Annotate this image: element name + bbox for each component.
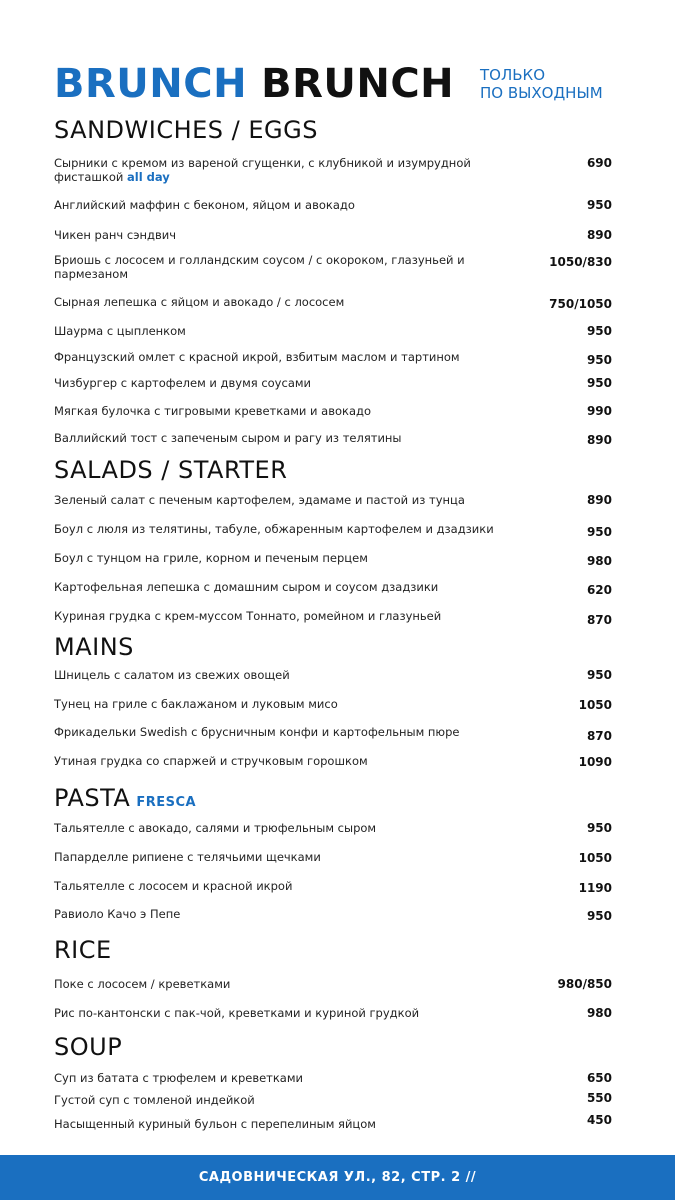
menu-item-name: Тальятелле с лососем и красной икрой — [54, 879, 293, 893]
menu-item-name: Чизбургер с картофелем и двумя соусами — [54, 376, 312, 390]
menu-item-price: 870 — [586, 729, 612, 743]
pasta-subtitle: FRESCA — [136, 795, 197, 810]
menu-item-name: Бриошь с лососем и голландским соусом / с окороком, глазуньей и пармезаном — [54, 253, 465, 281]
menu-item-name: Густой суп с томленой индейкой — [54, 1093, 255, 1107]
section-title-sandwiches: SANDWICHES / EGGS — [54, 116, 318, 144]
menu-item — [54, 1006, 612, 1020]
footer-address: САДОВНИЧЕСКАЯ УЛ., 82, СТР. 2 // — [198, 1170, 477, 1185]
menu-item-price: 620 — [586, 583, 612, 597]
menu-item-price: 980 — [586, 554, 612, 568]
menu-item-name: Картофельная лепешка с домашним сыром и соусом дзадзики — [54, 580, 439, 594]
menu-item-name: Куриная грудка с крем-муссом Тоннато, ромейном и глазуньей — [54, 609, 442, 623]
weekend-note-line2: ПО ВЫХОДНЫМ — [480, 84, 603, 102]
menu-item-price: 650 — [586, 1071, 612, 1085]
menu-item-price: 890 — [586, 493, 612, 507]
menu-item — [54, 324, 612, 338]
menu-item-price: 980 — [586, 1006, 612, 1020]
menu-item-price: 1050/830 — [549, 255, 612, 269]
menu-item-name: Мягкая булочка с тигровыми креветками и авокадо — [54, 404, 372, 418]
menu-item-price: 950 — [586, 353, 612, 367]
weekend-note-line1: ТОЛЬКО — [480, 66, 545, 84]
menu-item-price: 980/850 — [557, 977, 612, 991]
menu-item — [54, 609, 612, 627]
menu-item-name: Сырники с кремом из вареной сгущенки, с клубникой и изумрудной фисташкой — [54, 156, 471, 184]
menu-item-price: 1190 — [578, 881, 612, 895]
menu-item-price: 990 — [586, 404, 612, 418]
footer-bar — [0, 1155, 675, 1200]
menu-item-name: Тунец на гриле с баклажаном и луковым мисо — [54, 697, 338, 711]
menu-item — [54, 977, 612, 991]
menu-item — [54, 228, 612, 242]
menu-item — [54, 493, 612, 507]
menu-item-name: Тальятелле с авокадо, салями и трюфельным сыром — [54, 821, 377, 835]
menu-item-price: 950 — [586, 668, 612, 682]
pasta-title: PASTA — [54, 784, 131, 812]
menu-item — [54, 404, 612, 418]
section-title-rice: RICE — [54, 936, 112, 964]
menu-item-name: Фрикадельки Swedish с брусничным конфи и картофельным пюре — [54, 725, 460, 739]
menu-item-price: 950 — [586, 324, 612, 338]
menu-item-price: 1050 — [578, 851, 612, 865]
menu-item-price: 890 — [586, 228, 612, 242]
menu-item — [54, 821, 612, 835]
menu-item-price: 950 — [586, 909, 612, 923]
menu-item-name: Сырная лепешка с яйцом и авокадо / с лососем — [54, 295, 345, 309]
menu-item — [54, 580, 612, 597]
menu-item — [54, 253, 612, 281]
all-day-tag: all day — [127, 170, 170, 184]
menu-item — [54, 1093, 612, 1107]
menu-item-price: 890 — [586, 433, 612, 447]
menu-item-price: 950 — [586, 198, 612, 212]
weekend-note — [480, 66, 603, 102]
menu-item-name: Шаурма с цыпленком — [54, 324, 186, 338]
menu-item-name: Боул с люля из телятины, табуле, обжаренным картофелем и дзадзики — [54, 522, 494, 536]
menu-item-name: Поке с лососем / креветками — [54, 977, 231, 991]
menu-item-name: Французский омлет с красной икрой, взбитым маслом и тартином — [54, 350, 460, 364]
menu-item-price: 950 — [586, 821, 612, 835]
menu-item — [54, 879, 612, 893]
menu-item-price: 1090 — [578, 755, 612, 769]
menu-item — [54, 850, 612, 864]
menu-item-name: Английский маффин с беконом, яйцом и авокадо — [54, 198, 355, 212]
section-title-mains: MAINS — [54, 633, 134, 661]
menu-item — [54, 668, 612, 682]
menu-item — [54, 156, 612, 184]
menu-item-name: Суп из батата с трюфелем и креветками — [54, 1071, 304, 1085]
menu-item-price: 550 — [586, 1091, 612, 1105]
menu-header — [54, 60, 454, 110]
menu-item — [54, 431, 612, 445]
menu-item-name: Валлийский тост с запеченым сыром и рагу из телятины — [54, 431, 402, 445]
menu-item-name: Чикен ранч сэндвич — [54, 228, 177, 242]
menu-item-price: 950 — [586, 525, 612, 539]
section-title-pasta — [54, 784, 196, 817]
menu-item-price: 870 — [586, 613, 612, 627]
section-title-salads: SALADS / STARTER — [54, 456, 288, 484]
menu-item — [54, 697, 612, 711]
brand-title-black: BRUNCH — [261, 61, 455, 107]
menu-item — [54, 198, 612, 212]
menu-item — [54, 1113, 612, 1131]
menu-item-name: Равиоло Качо э Пепе — [54, 907, 181, 921]
menu-item-price: 950 — [586, 376, 612, 390]
menu-item — [54, 1071, 612, 1085]
menu-item-price: 750/1050 — [549, 297, 612, 311]
menu-item-name: Утиная грудка со спаржей и стручковым горошком — [54, 754, 368, 768]
menu-item — [54, 376, 612, 390]
menu-item-name: Папарделле рипиене с телячьими щечками — [54, 850, 321, 864]
menu-item-name: Шницель с салатом из свежих овощей — [54, 668, 290, 682]
menu-item-name: Зеленый салат с печеным картофелем, эдамаме и пастой из тунца — [54, 493, 465, 507]
menu-item — [54, 551, 612, 568]
menu-item — [54, 907, 612, 921]
menu-item — [54, 522, 612, 539]
brand-title-blue: BRUNCH — [54, 61, 248, 107]
menu-item — [54, 295, 612, 309]
menu-item-name: Рис по-кантонски с пак-чой, креветками и куриной грудкой — [54, 1006, 420, 1020]
menu-item-name: Боул с тунцом на гриле, корном и печеным перцем — [54, 551, 368, 565]
menu-item — [54, 725, 612, 743]
menu-item — [54, 350, 612, 367]
menu-item-price: 450 — [586, 1113, 612, 1127]
menu-item-price: 1050 — [578, 698, 612, 712]
menu-item-price: 690 — [586, 156, 612, 170]
menu-item — [54, 754, 612, 768]
menu-item-name: Насыщенный куриный бульон с перепелиным яйцом — [54, 1117, 376, 1131]
section-title-soup: SOUP — [54, 1033, 123, 1061]
